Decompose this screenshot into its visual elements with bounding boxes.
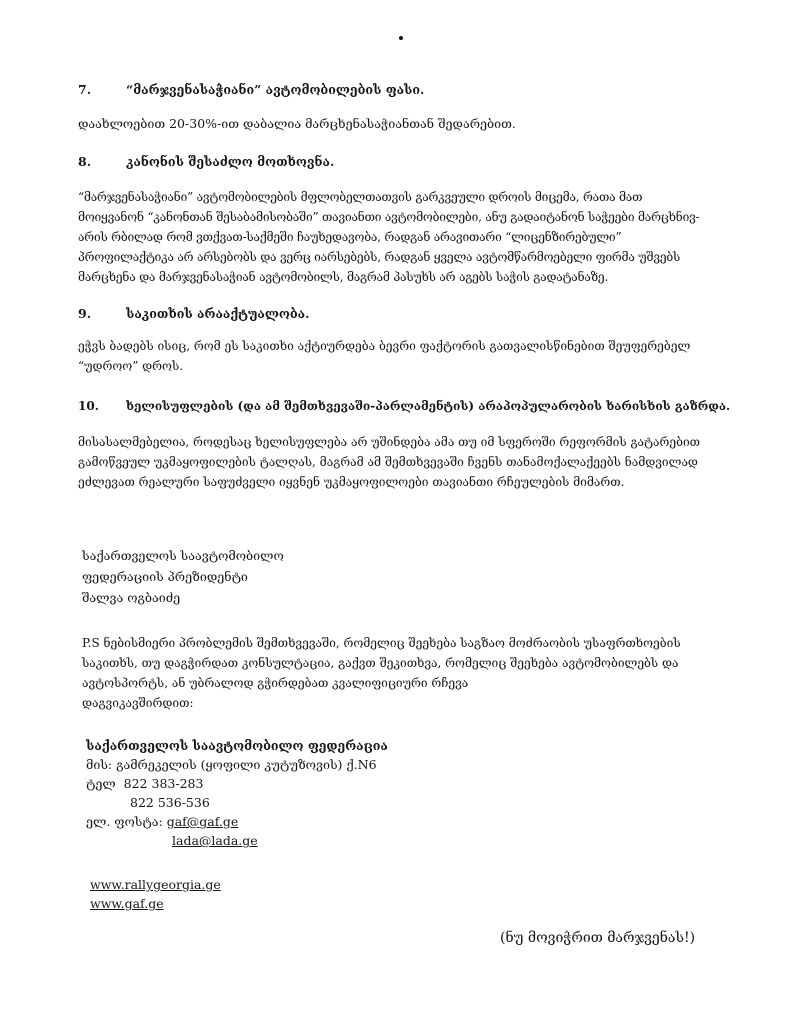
postscript	[82, 633, 762, 713]
email-label: ელ. ფოსტა:	[86, 814, 163, 829]
section-8-body	[78, 187, 758, 287]
signature-title: ფედერაციის პრეზიდენტი	[82, 569, 248, 584]
section-7-body	[78, 114, 758, 134]
paragraph-line: მისასალმებელია, როდესაც ხელისუფლება არ უშინდება ამა თუ იმ სფეროში რეფორმის გატარებით	[78, 435, 700, 449]
email-link[interactable]: lada@lada.ge	[172, 833, 258, 848]
section-10	[78, 398, 758, 414]
section-title: “მარჯვენასაჭიანი” ავტომობილების ფასი.	[126, 82, 425, 97]
phone-number: 822 383-283	[123, 776, 204, 791]
phone-number: 822 536-536	[130, 795, 210, 810]
signature-org: საქართველოს საავტომობილო	[82, 548, 284, 563]
contact-address: მის: გამრეკელის (ყოფილი კუტუზოვის) ქ.N6	[86, 757, 377, 772]
paragraph-line: მოიყვანონ “კანონთან შესაბამისობაში” თავიანთი ავტომობილები, ანუ გადაიტანონ საჭეები მარცხნივ-	[78, 210, 700, 224]
section-7	[78, 82, 758, 98]
paragraph-line: გამოწვეულ უკმაყოფილების ტალღას, მაგრამ ამ შემთხვევაში ჩვენს თანამოქალაქეებს ნამდვილად	[78, 455, 698, 469]
email-link[interactable]: gaf@gaf.ge	[166, 814, 239, 829]
section-heading	[78, 82, 758, 98]
website-row	[90, 875, 770, 894]
section-number: 7.	[78, 82, 92, 97]
postscript-line: საკითხს, თუ დაგჭირდათ კონსულტაცია, გაქვთ შეკითხვა, რომელიც შეეხება ავტომობილებს და	[82, 656, 679, 670]
postscript-line: დაგვიკავშირდით:	[82, 696, 194, 710]
contact-phone-row	[86, 774, 766, 793]
paragraph-line: არის რბილად რომ ვთქვათ-საქმეში ჩაუხედავობა, რადგან არავითარი “ლიცენზირებული”	[78, 230, 622, 244]
website-link[interactable]: www.rallygeorgia.ge	[90, 877, 221, 892]
postscript-line: P.S ნებისმიერი პრობლემის შემთხვევაში, რომელიც შეეხება საგზაო მოძრაობის უსაფრთხოების	[82, 636, 681, 650]
page-dot	[399, 36, 403, 40]
signature-block	[82, 545, 762, 608]
section-title: ხელისუფლების (და ამ შემთხვევაში-პარლამენტის) არაპოპულარობის ხარისხის გაზრდა.	[126, 399, 731, 413]
section-number: 9.	[78, 306, 92, 321]
paragraph-line: მარცხენა და მარჯვენასაჭიან ავტომობილს, მაგრამ პასუხს არ აგებს საჭის გადატანაზე.	[78, 270, 609, 284]
postscript-line: ავტოსპორტს, ან უბრალოდ გჭირდებათ კვალიფიციური რჩევა	[82, 676, 469, 690]
contact-email-row-2	[86, 831, 766, 850]
section-number: 10.	[78, 399, 99, 413]
closing-slogan: (ნუ მოვიჭრით მარჯვენას!)	[500, 930, 696, 946]
phone-label: ტელ	[86, 776, 116, 791]
website-link[interactable]: www.gaf.ge	[90, 896, 164, 911]
signature-person: შალვა ოგბაიძე	[82, 590, 181, 605]
section-8	[78, 154, 758, 170]
section-heading	[78, 154, 758, 170]
paragraph-line: “უდროო” დროს.	[78, 359, 184, 373]
contact-block	[86, 736, 766, 850]
section-title: კანონის შესაძლო მოთხოვნა.	[126, 154, 335, 169]
website-block	[90, 875, 770, 913]
website-row	[90, 894, 770, 913]
section-9-body	[78, 336, 758, 376]
paragraph-line: ეძლევათ რეალური საფუძველი იყვნენ უკმაყოფილოები თავიანთი რჩეულების მიმართ.	[78, 475, 625, 489]
paragraph-line: პროფილაქტიკა არ არსებობს და ვერც იარსებებს, რადგან ყველა ავტომწარმოებელი ფირმა უშვებს	[78, 250, 681, 264]
section-heading	[78, 306, 758, 322]
section-number: 8.	[78, 154, 92, 169]
paragraph-line: “მარჯვენასაჭიანი” ავტომობილების მფლობელთათვის გარკვეული დროის მიცემა, რათა მათ	[78, 190, 643, 204]
paragraph-line: დაახლოებით 20-30%-ით დაბალია მარცხენასაჭიანთან შედარებით.	[78, 116, 516, 131]
section-9	[78, 306, 758, 322]
section-title: საკითხის არააქტუალობა.	[126, 306, 310, 321]
section-10-body	[78, 432, 758, 492]
section-heading	[78, 398, 758, 414]
contact-org: საქართველოს საავტომობილო ფედერაცია	[86, 738, 388, 753]
contact-email-row	[86, 812, 766, 831]
paragraph-line: ეჭვს ბადებს ისიც, რომ ეს საკითხი აქტიურდება ბევრი ფაქტორის გათვალისწინებით შეუფერებელ	[78, 339, 691, 353]
